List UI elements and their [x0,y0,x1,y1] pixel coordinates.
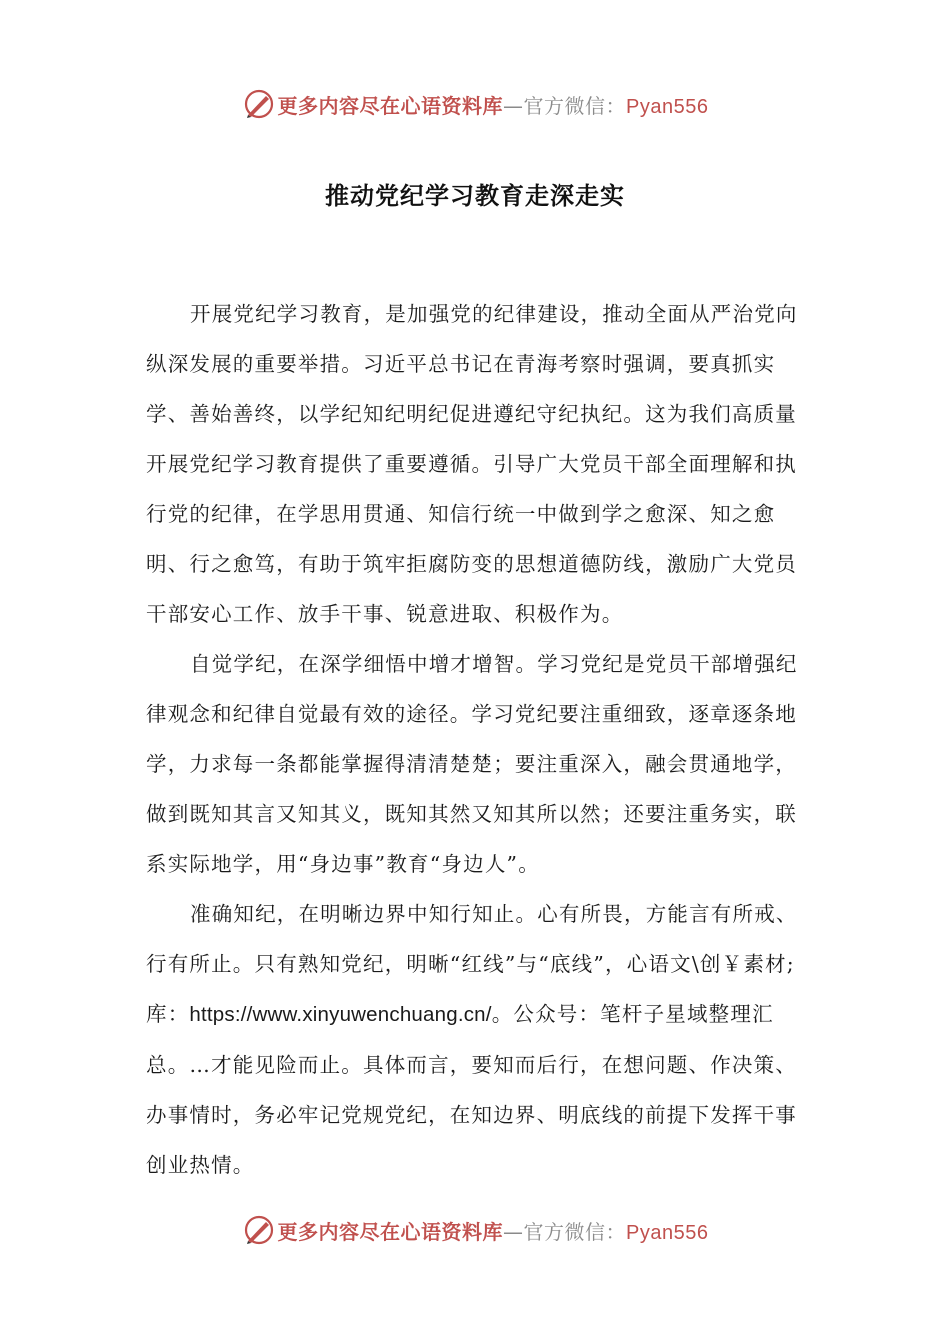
banner-brand: 更多内容尽在心语资料库 [277,93,504,118]
banner-brand: 更多内容尽在心语资料库 [277,1219,504,1244]
header-banner [0,84,950,124]
banner-text [278,1216,709,1245]
paragraph-text: 准确知纪，在明晰边界中知行知止。心有所畏，方能言有所戒、行有所止。只有熟知党纪，明晰“红线”与“底线”，心语文\创￥素材;库： [146,902,798,1026]
banner-wechat-label: 官方微信： [523,1219,627,1244]
banner-wechat-label: 官方微信： [523,93,627,118]
website-url: https://www.xinyuwenchuang.cn/ [189,1003,492,1026]
footer-banner [0,1210,950,1250]
banner-wechat-id: Pyan556 [626,1221,709,1244]
article-body [146,289,810,1190]
banner-dash: — [503,1219,524,1244]
article-title: 推动党纪学习教育走深走实 [325,182,625,210]
pen-logo-icon [242,87,276,121]
banner-wechat-id: Pyan556 [626,95,709,118]
paragraph [146,889,810,1190]
paragraph: 自觉学纪，在深学细悟中增才增智。学习党纪是党员干部增强纪律观念和纪律自觉最有效的途径。学习党纪要注重细致，逐章逐条地学，力求每一条都能掌握得清清楚楚；要注重深入，融会贯通地学，做到既知其言又知其义，既知其然又知其所以然；还要注重务实，联系实际地学，用“身边事”教育“身边人”。 [146,652,798,876]
banner-text [278,90,709,119]
paragraph: 开展党纪学习教育，是加强党的纪律建设，推动全面从严治党向纵深发展的重要举措。习近平总书记在青海考察时强调，要真抓实学、善始善终，以学纪知纪明纪促进遵纪守纪执纪。这为我们高质量开展党纪学习教育提供了重要遵循。引导广大党员干部全面理解和执行党的纪律，在学思用贯通、知信行统一中做到学之愈深、知之愈明、行之愈笃，有助于筑牢拒腐防变的思想道德防线，激励广大党员干部安心工作、放手干事、锐意进取、积极作为。 [146,302,798,626]
banner-dash: — [503,93,524,118]
pen-logo-icon [242,1213,276,1247]
paragraph-text: 。公众号：笔杆子星域整理汇总。…才能见险而止。具体而言，要知而后行，在想问题、作决策、办事情时，务必牢记党规党纪，在知边界、明底线的前提下发挥干事创业热情。 [146,1002,797,1177]
